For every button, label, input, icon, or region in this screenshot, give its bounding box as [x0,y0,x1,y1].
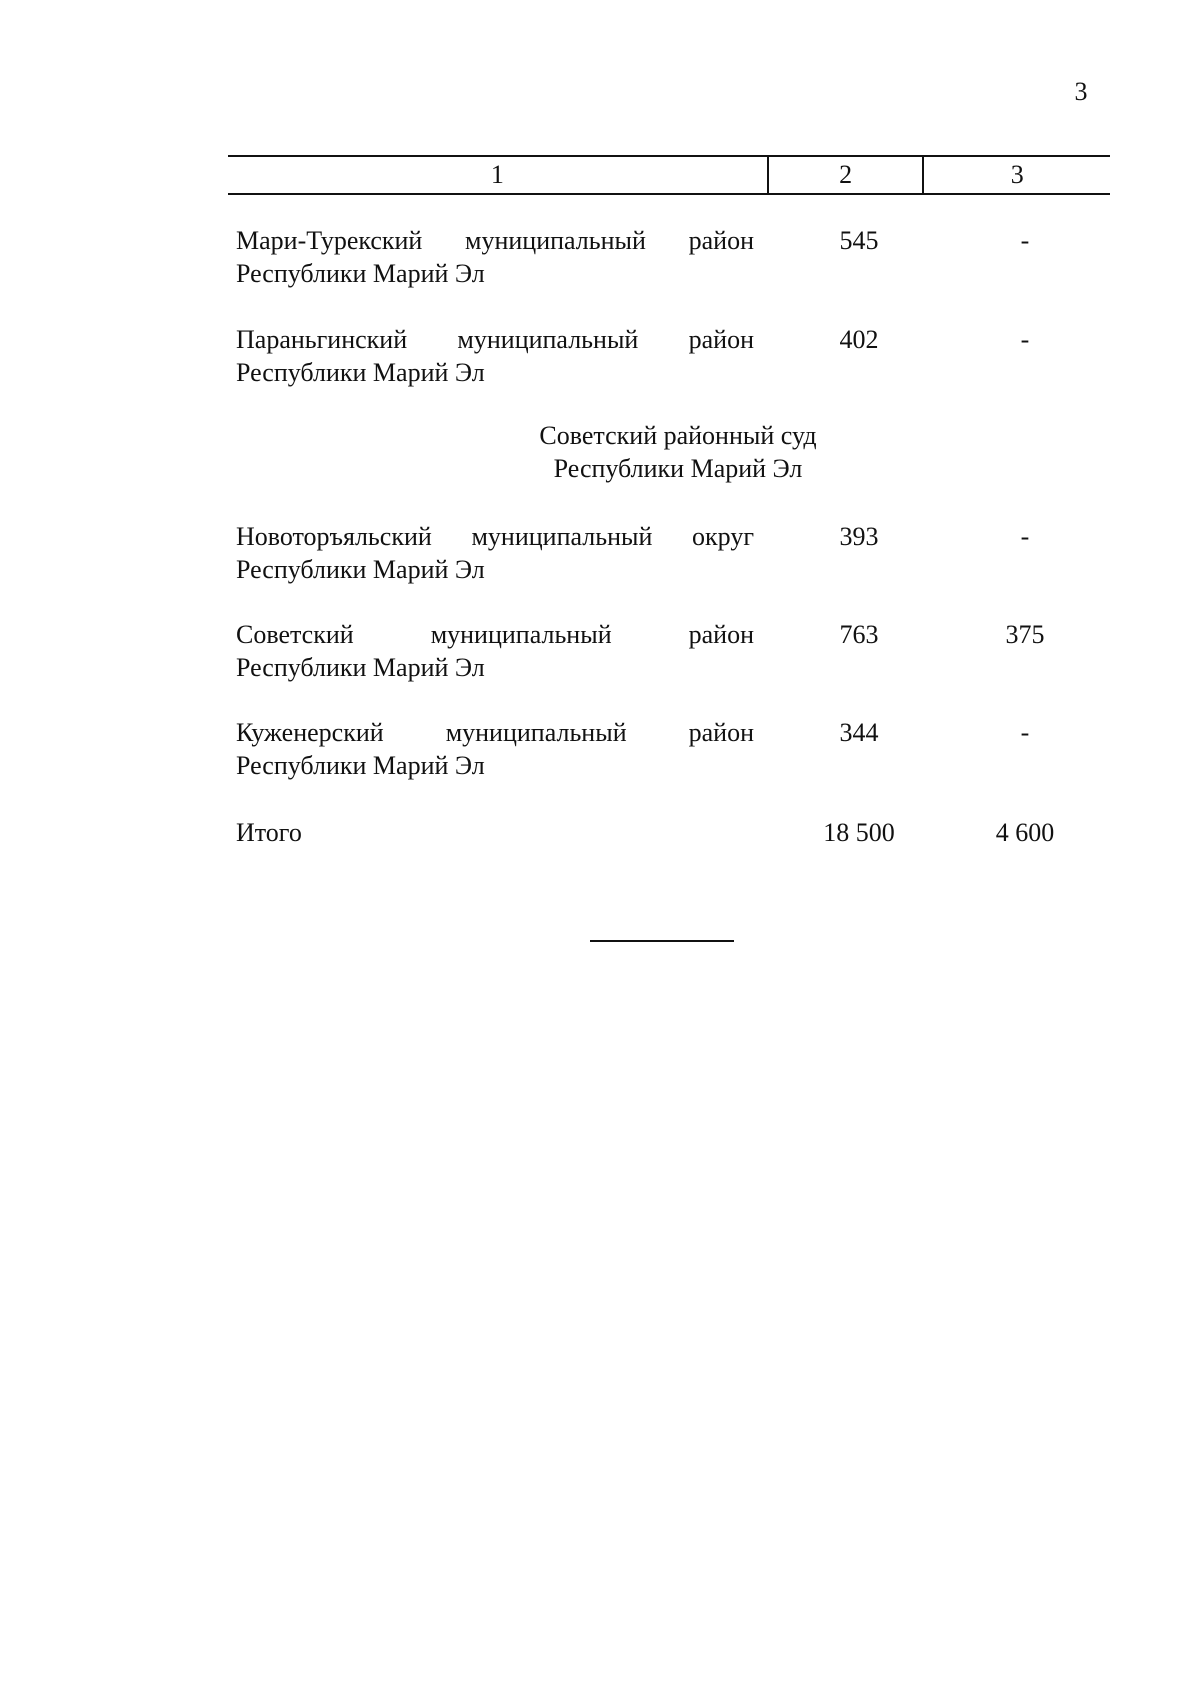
row-name-word: муниципальный [465,226,646,255]
row-name-word: район [688,718,754,747]
row-name-word: район [688,620,754,649]
row-value-col2: 344 [839,718,879,747]
section-heading [468,419,888,485]
table-header [228,155,1110,195]
total-row [236,816,1096,852]
row-value-col3: - [1020,522,1030,551]
row-name [236,323,754,389]
total-value-col3: 4 600 [995,818,1055,847]
row-name-line1 [236,716,754,749]
row-name-line2: Республики Марий Эл [236,358,485,387]
table-header-col1: 1 [228,157,769,193]
row-value-col3: - [1020,226,1030,255]
row-name-word: район [688,325,754,354]
row-value-col2: 763 [839,620,879,649]
row-name-line1 [236,520,754,553]
row-name-word: Советский [236,620,354,649]
table-row [236,224,1096,294]
row-name-word: Куженерский [236,718,384,747]
row-name [236,224,754,290]
row-name-word: округ [692,522,754,551]
row-value-col2: 393 [839,522,879,551]
row-name-word: Новоторъяльский [236,522,432,551]
row-value-col3: 375 [1005,620,1045,649]
table-row [236,520,1096,590]
row-name-line2: Республики Марий Эл [236,555,485,584]
row-name-word: муниципальный [471,522,653,551]
total-value-col2: 18 500 [823,818,895,847]
row-name-word: Параньгинский [236,325,408,354]
row-name-word: Мари-Турекский [236,226,423,255]
row-name-word: район [688,226,754,255]
end-of-document-rule [590,940,734,942]
row-value-col3: - [1020,718,1030,747]
table-row [236,323,1096,393]
row-name-word: муниципальный [457,325,639,354]
section-heading-line1: Советский районный суд [539,421,817,450]
section-heading-line2: Республики Марий Эл [553,454,803,483]
row-value-col2: 402 [839,325,879,354]
row-name [236,618,754,684]
row-value-col3: - [1020,325,1030,354]
row-name-word: муниципальный [430,620,612,649]
table-header-col2: 2 [769,157,925,193]
row-name-line2: Республики Марий Эл [236,259,485,288]
table-row [236,618,1096,688]
row-name-line2: Республики Марий Эл [236,653,485,682]
table-header-col3: 3 [1010,160,1024,189]
row-name-line2: Республики Марий Эл [236,751,485,780]
row-name-word: муниципальный [445,718,627,747]
table-row [236,716,1096,786]
row-name [236,716,754,782]
row-name-line1 [236,323,754,356]
total-label: Итого [236,818,302,847]
page-number: 3 [1074,77,1088,106]
row-name-line1 [236,618,754,651]
row-name [236,520,754,586]
row-name-line1 [236,224,754,257]
row-value-col2: 545 [839,226,879,255]
